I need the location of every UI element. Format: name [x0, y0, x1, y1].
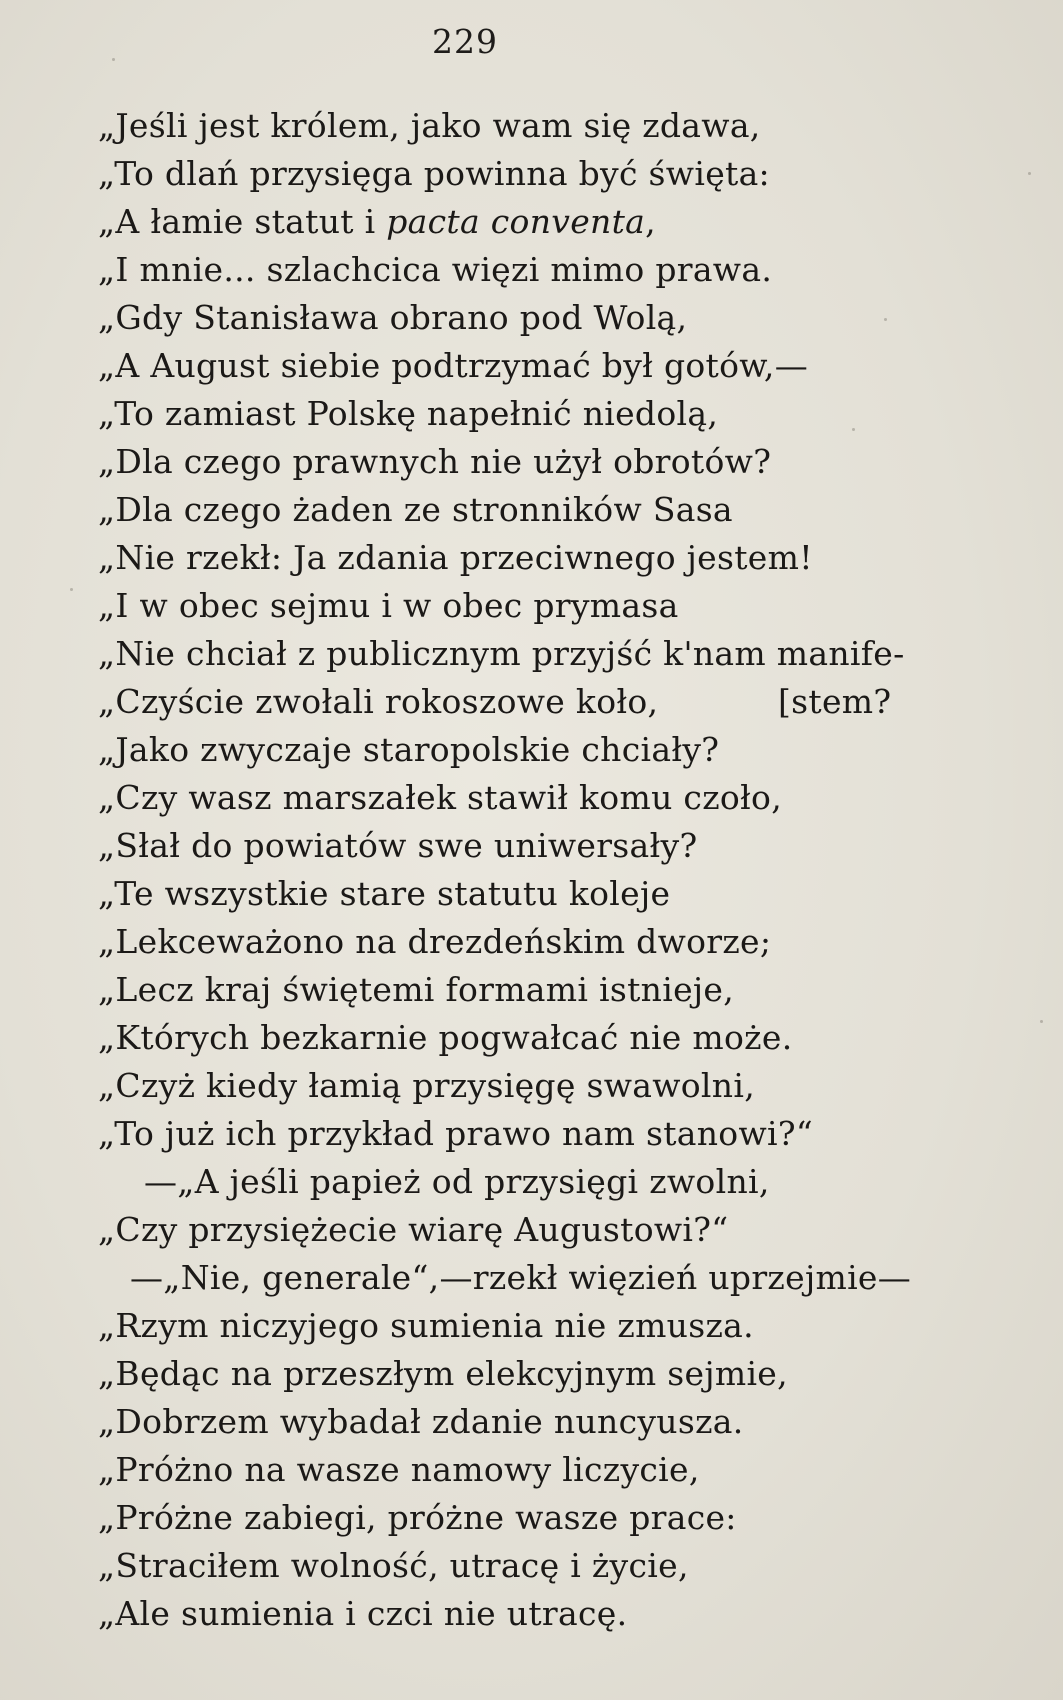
verse-line — [98, 1590, 998, 1638]
verse-line-text: „Czyście zwołali rokoszowe koło, — [98, 682, 659, 721]
verse-line-text: „Dla czego prawnych nie użył obrotów? — [98, 442, 772, 481]
verse-line-text: „Próżno na wasze namowy liczycie, — [98, 1450, 700, 1489]
verse-line-text: „Nie chciał z publicznym przyjść k'nam manife- — [98, 634, 905, 673]
paper-speck — [112, 58, 115, 61]
verse-line-text: „To już ich przykład prawo nam stanowi?“ — [98, 1114, 814, 1153]
verse-line-text: „I w obec sejmu i w obec prymasa — [98, 586, 679, 625]
verse-line-text: „A łamie statut i — [98, 202, 387, 241]
verse-line-text: „I mnie... szlachcica więzi mimo prawa. — [98, 250, 773, 289]
verse-line-text: „Czy wasz marszałek stawił komu czoło, — [98, 778, 783, 817]
verse-line-continuation: [stem? — [778, 682, 892, 721]
paper-speck — [70, 588, 73, 591]
verse-line — [98, 1206, 998, 1254]
verse-line — [98, 630, 998, 678]
verse-line-text: „Rzym niczyjego sumienia nie zmusza. — [98, 1306, 754, 1345]
verse-line — [98, 1254, 998, 1302]
verse-line-text: „A August siebie podtrzymać był gotów,— — [98, 346, 809, 385]
verse-line-text: „Dobrzem wybadał zdanie nuncyusza. — [98, 1402, 744, 1441]
verse-line-text: „Jako zwyczaje staropolskie chciały? — [98, 730, 720, 769]
verse-line-text: „Próżne zabiegi, próżne wasze prace: — [98, 1498, 737, 1537]
verse-line-text: „Czy przysiężecie wiarę Augustowi?“ — [98, 1210, 729, 1249]
verse-block — [98, 102, 998, 1638]
verse-line — [98, 1542, 998, 1590]
verse-line-italic-text: pacta conventa — [386, 202, 646, 241]
verse-line-text: „To zamiast Polskę napełnić niedolą, — [98, 394, 719, 433]
verse-line — [98, 822, 998, 870]
verse-line — [98, 294, 998, 342]
verse-line — [98, 198, 998, 246]
verse-line-text: —„A jeśli papież od przysięgi zwolni, — [144, 1162, 770, 1201]
paper-speck — [884, 318, 887, 321]
verse-line — [98, 918, 998, 966]
verse-line — [98, 1494, 998, 1542]
verse-line — [98, 966, 998, 1014]
verse-line-text: „Gdy Stanisława obrano pod Wolą, — [98, 298, 688, 337]
verse-line — [98, 1446, 998, 1494]
verse-line — [98, 1398, 998, 1446]
verse-line-text: , — [645, 202, 656, 241]
verse-line — [98, 678, 998, 726]
paper-speck — [852, 428, 855, 431]
verse-line — [98, 726, 998, 774]
verse-line-text: „Ale sumienia i czci nie utracę. — [98, 1594, 628, 1633]
verse-line-text: „Słał do powiatów swe uniwersały? — [98, 826, 698, 865]
verse-line-text: „Te wszystkie stare statutu koleje — [98, 874, 671, 913]
verse-line-text: „Będąc na przeszłym elekcyjnym sejmie, — [98, 1354, 788, 1393]
verse-line-text: „Dla czego żaden ze stronników Sasa — [98, 490, 733, 529]
verse-line — [98, 1062, 998, 1110]
verse-line — [98, 582, 998, 630]
verse-line-text: —„Nie, generale“,—rzekł więzień uprzejmie— — [130, 1258, 912, 1297]
verse-line — [98, 1014, 998, 1062]
paper-speck — [1028, 172, 1031, 175]
verse-line — [98, 486, 998, 534]
verse-line — [98, 774, 998, 822]
verse-line-text: „Czyż kiedy łamią przysięgę swawolni, — [98, 1066, 755, 1105]
verse-line — [98, 102, 998, 150]
verse-line-text: „Straciłem wolność, utracę i życie, — [98, 1546, 689, 1585]
page-number: 229 — [432, 22, 498, 61]
verse-line — [98, 1350, 998, 1398]
verse-line — [98, 1158, 998, 1206]
verse-line-text: „Nie rzekł: Ja zdania przeciwnego jestem! — [98, 538, 813, 577]
verse-line-text: „Których bezkarnie pogwałcać nie może. — [98, 1018, 793, 1057]
verse-line-text: „Jeśli jest królem, jako wam się zdawa, — [98, 106, 761, 145]
verse-line — [98, 390, 998, 438]
paper-speck — [1040, 1020, 1043, 1023]
verse-line — [98, 1302, 998, 1350]
verse-line — [98, 534, 998, 582]
verse-line — [98, 438, 998, 486]
verse-line-text: „To dlań przysięga powinna być święta: — [98, 154, 770, 193]
verse-line — [98, 342, 998, 390]
verse-line — [98, 246, 998, 294]
verse-line-text: „Lecz kraj świętemi formami istnieje, — [98, 970, 735, 1009]
verse-line — [98, 150, 998, 198]
verse-line — [98, 870, 998, 918]
verse-line — [98, 1110, 998, 1158]
verse-line-text: „Lekceważono na drezdeńskim dworze; — [98, 922, 772, 961]
